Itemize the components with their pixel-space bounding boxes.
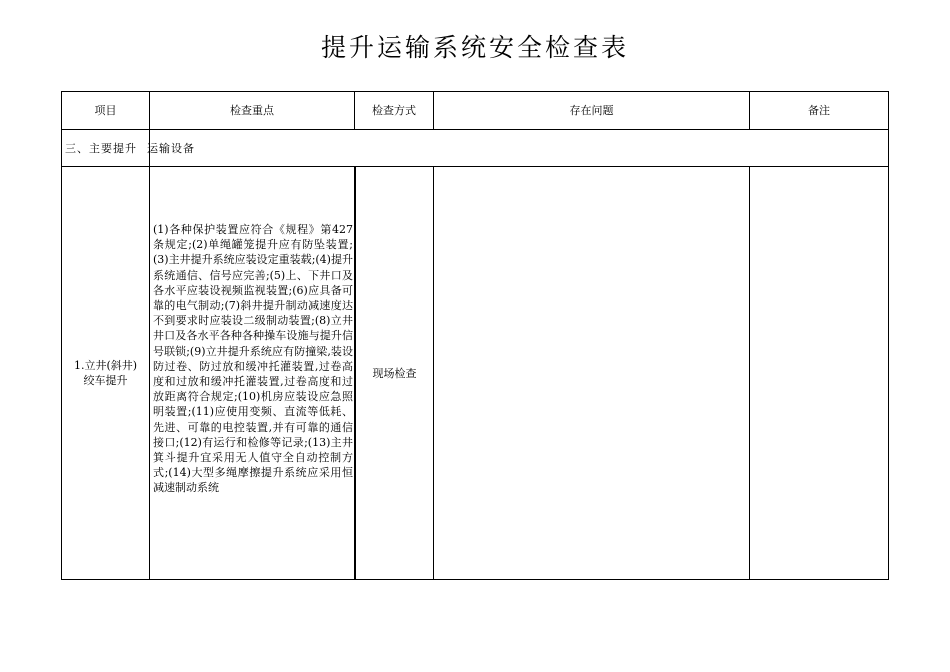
row-item-line2: 绞车提升 bbox=[83, 374, 128, 387]
section-prefix: 三、主要提升 bbox=[65, 141, 137, 155]
header-issues: 存在问题 bbox=[569, 104, 614, 117]
page-title: 提升运输系统安全检查表 bbox=[320, 33, 629, 62]
header-item: 项目 bbox=[94, 104, 117, 117]
header-remarks: 备注 bbox=[808, 104, 830, 117]
row-item-line1: 1.立井(斜井) bbox=[73, 359, 138, 372]
row-issues-cell bbox=[434, 167, 749, 579]
row-item-cell bbox=[62, 167, 149, 579]
row-method-cell: 现场检查 bbox=[372, 366, 417, 380]
row-remarks-cell bbox=[750, 167, 888, 579]
section-suffix: 运输设备 bbox=[147, 141, 195, 155]
inspection-table bbox=[61, 91, 889, 580]
section-title bbox=[62, 129, 888, 166]
header-method: 检查方式 bbox=[372, 104, 416, 117]
row-focus-text: (1)各种保护装置应符合《规程》第427条规定;(2)单绳罐笼提升应有防坠装置;(3)主井提升系统应装设定重装载;(4)提升系统通信、信号应完善;(5)上、下井口及各水平应装设视频监视装置;(6)应具备可靠的电气制动;(7)斜井提升制动减速度达不到要求时应装设二级制动装置;(8)立井井口及各水平各种各种操车设施与提升信号联锁;(9)立井提升系统应有防撞梁,装设防过卷、防过放和缓冲托灌装置,过卷高度和过放和缓冲托灌装置,过卷高度和过放距离符合规定;(10)机房应装设应急照明装置;(11)应使用变频、直流等低耗、先进、可靠的电控装置,并有可靠的通信接口;(12)有运行和检修等记录;(13)主井箕斗提升宜采用无人值守全自动控制方式;(14)大型多绳摩擦提升系统应采用恒减速制动系统 bbox=[153, 223, 353, 495]
header-focus: 检查重点 bbox=[230, 104, 274, 117]
